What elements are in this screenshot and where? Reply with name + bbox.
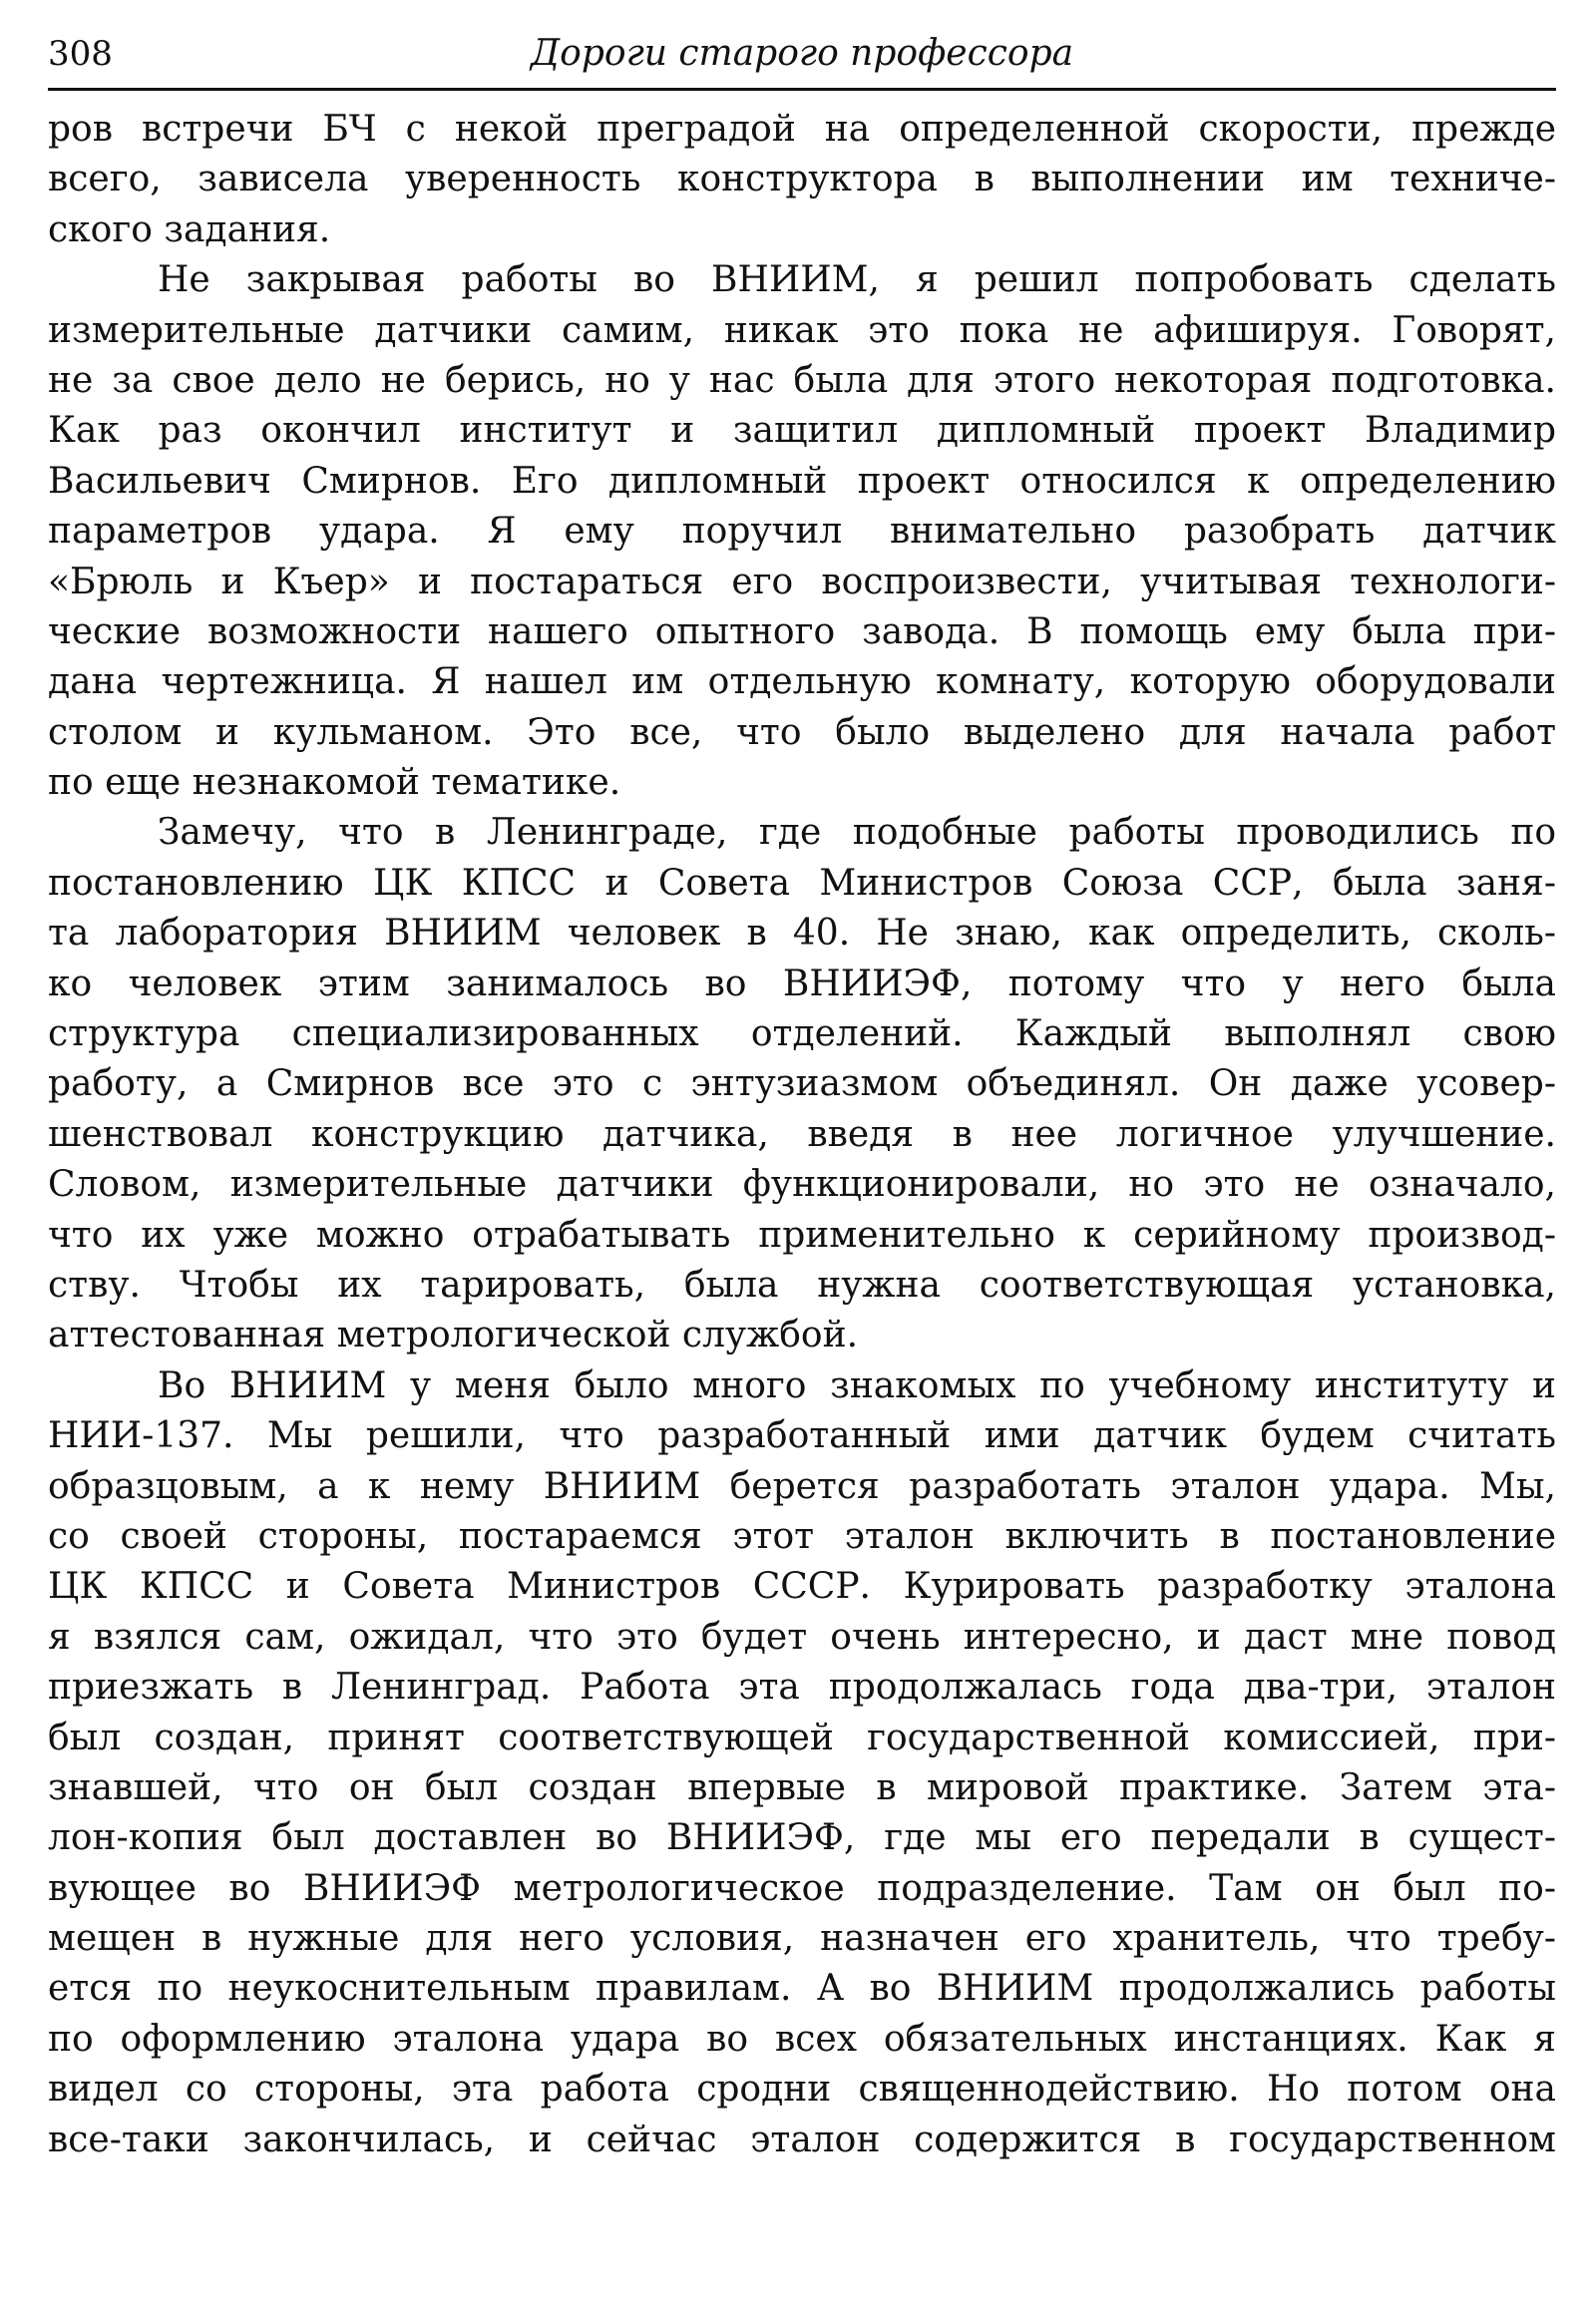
- text-line: ров встречи БЧ с некой преградой на определенной скорости, прежде: [48, 109, 1556, 150]
- text-line: Васильевич Смирнов. Его дипломный проект относился к определению: [48, 460, 1556, 502]
- text-line: шенствовал конструкцию датчика, введя в нее логичное улучшение.: [48, 1113, 1556, 1155]
- text-line: я взялся сам, ожидал, что это будет очень интересно, и даст мне повод: [48, 1616, 1556, 1658]
- text-line: аттестованная метрологической службой.: [48, 1315, 859, 1356]
- paragraph: [48, 808, 1556, 1360]
- text-line: НИИ-137. Мы решили, что разработанный ими датчик будем считать: [48, 1415, 1556, 1457]
- text-line: что их уже можно отрабатывать применительно к серийному производ-: [48, 1214, 1556, 1256]
- text-line: приезжать в Ленинград. Работа эта продолжалась года два-три, эталон: [48, 1667, 1556, 1709]
- text-line: вующее во ВНИИЭФ метрологическое подразделение. Там он был по-: [48, 1867, 1556, 1909]
- text-line: ского задания.: [48, 208, 331, 250]
- text-line: по оформлению эталона удара во всех обязательных инстанциях. Как я: [48, 2018, 1556, 2060]
- page-number: 308: [48, 34, 113, 74]
- text-line: по еще незнакомой тематике.: [48, 762, 621, 804]
- text-line: измерительные датчики самим, никак это пока не афишируя. Говорят,: [48, 309, 1556, 351]
- text-line: знавшей, что он был создан впервые в мировой практике. Затем эта-: [48, 1766, 1556, 1808]
- text-line: был создан, принят соответствующей государственной комиссией, при-: [48, 1717, 1556, 1758]
- text-line: ЦК КПСС и Совета Министров СССР. Курировать разработку эталона: [48, 1566, 1556, 1608]
- text-line: Замечу, что в Ленинграде, где подобные работы проводились по: [158, 812, 1556, 854]
- text-line: параметров удара. Я ему поручил внимательно разобрать датчик: [48, 511, 1556, 553]
- text-line: Не закрывая работы во ВНИИМ, я решил попробовать сделать: [158, 259, 1556, 301]
- text-line: ко человек этим занималось во ВНИИЭФ, потому что у него была: [48, 963, 1556, 1004]
- text-line: образцовым, а к нему ВНИИМ берется разработать эталон удара. Мы,: [48, 1465, 1556, 1507]
- text-line: «Брюль и Къер» и постараться его воспроизвести, учитывая технологи-: [48, 561, 1556, 602]
- text-line: та лаборатория ВНИИМ человек в 40. Не знаю, как определить, сколь-: [48, 913, 1556, 955]
- book-page: [48, 30, 1556, 2165]
- text-line: столом и кульманом. Это все, что было выделено для начала работ: [48, 711, 1556, 753]
- text-line: ется по неукоснительным правилам. А во ВНИИМ продолжались работы: [48, 1968, 1556, 2010]
- text-line: не за свое дело не берись, но у нас была для этого некоторая подготовка.: [48, 359, 1556, 401]
- text-line: Словом, измерительные датчики функционировали, но это не означало,: [48, 1164, 1556, 1206]
- text-line: ческие возможности нашего опытного завода. В помощь ему была при-: [48, 610, 1556, 652]
- text-line: работу, а Смирнов все это с энтузиазмом объединял. Он даже усовер-: [48, 1063, 1556, 1105]
- text-line: видел со стороны, эта работа сродни священнодействию. Но потом она: [48, 2069, 1556, 2111]
- page-header: [48, 30, 1556, 91]
- text-line: все-таки закончилась, и сейчас эталон содержится в государственном: [48, 2118, 1556, 2160]
- body-text: [48, 105, 1556, 2165]
- text-line: всего, зависела уверенность конструктора в выполнении им техниче-: [48, 159, 1556, 200]
- text-line: дана чертежница. Я нашел им отдельную комнату, которую оборудовали: [48, 661, 1556, 703]
- text-line: ству. Чтобы их тарировать, была нужна соответствующая установка,: [48, 1264, 1556, 1306]
- paragraph: [48, 255, 1556, 808]
- paragraph: [48, 1361, 1556, 2165]
- text-line: Во ВНИИМ у меня было много знакомых по учебному институту и: [158, 1364, 1556, 1406]
- text-line: мещен в нужные для него условия, назначен его хранитель, что требу-: [48, 1918, 1556, 1960]
- text-line: структура специализированных отделений. Каждый выполнял свою: [48, 1013, 1556, 1055]
- paragraph: [48, 105, 1556, 255]
- text-line: со своей стороны, постараемся этот эталон включить в постановление: [48, 1515, 1556, 1557]
- text-line: лон-копия был доставлен во ВНИИЭФ, где мы его передали в сущест-: [48, 1817, 1556, 1859]
- text-line: Как раз окончил институт и защитил дипломный проект Владимир: [48, 410, 1556, 452]
- text-line: постановлению ЦК КПСС и Совета Министров Союза ССР, была заня-: [48, 862, 1556, 904]
- running-title: Дороги старого профессора: [530, 33, 1074, 74]
